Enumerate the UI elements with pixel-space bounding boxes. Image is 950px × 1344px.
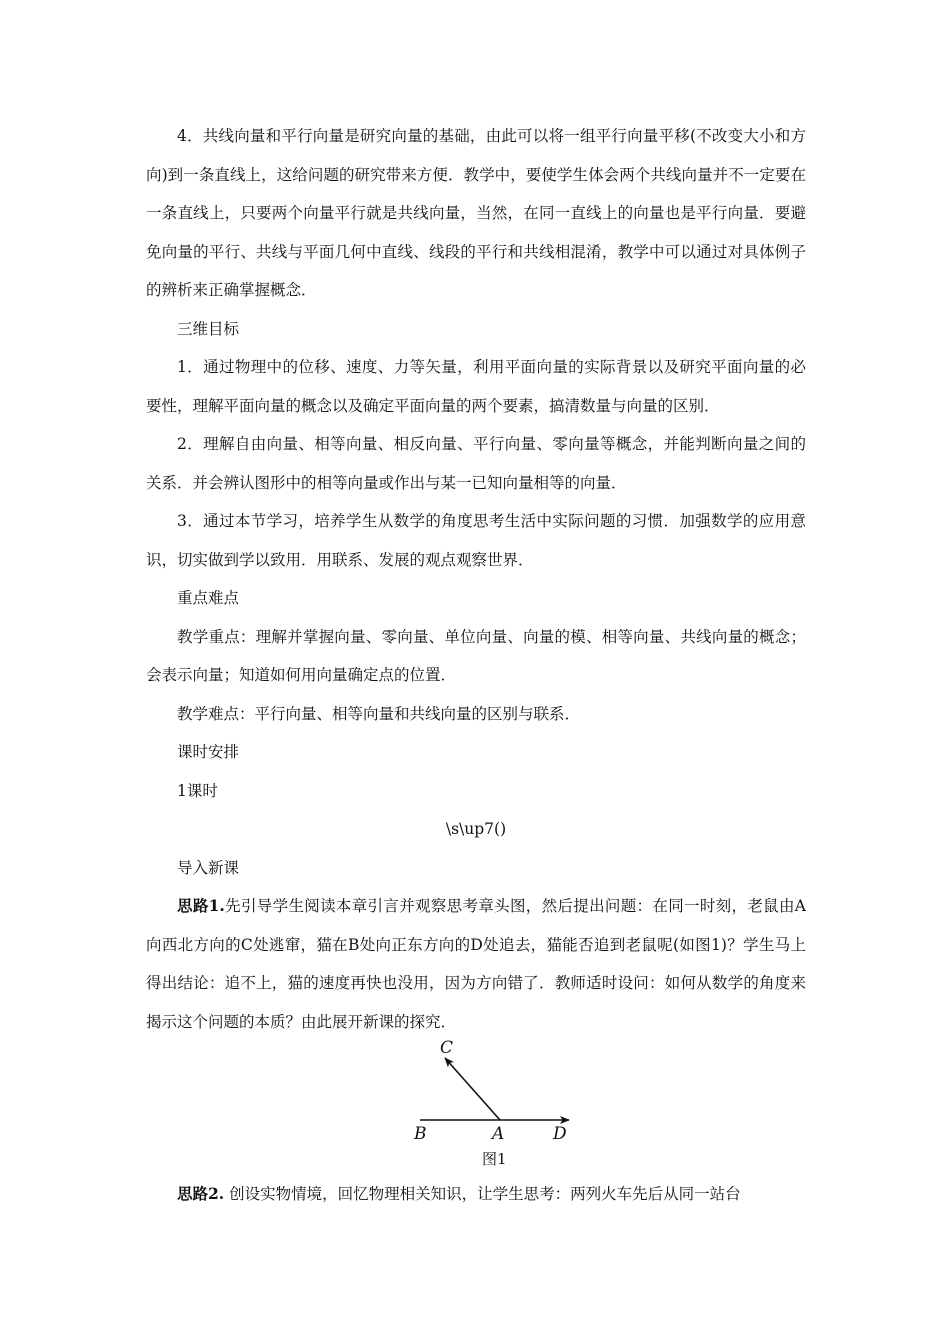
idea-2-label: 思路2. xyxy=(177,1184,225,1203)
goal-3: 3．通过本节学习，培养学生从数学的角度思考生活中实际问题的习惯．加强数学的应用意识，切实做到学以致用．用联系、发展的观点观察世界． xyxy=(146,512,806,569)
idea-1-text: 先引导学生阅读本章引言并观察思考章头图，然后提出问题：在同一时刻，老鼠由A向西北方向的C处逃窜，猫在B处向正东方向的D处追去，猫能否追到老鼠呢(如图1)？学生马上得出结论：追不上，猫的速度再快也没用，因为方向错了．教师适时设问：如何从数学的角度来揭示这个问题的本质？由此展开新课的探究． xyxy=(146,897,806,1031)
idea-1-label: 思路1. xyxy=(177,896,225,915)
class-hours: 1课时 xyxy=(177,781,218,800)
point-label-b: B xyxy=(414,1124,427,1144)
idea-2-text: 创设实物情境，回忆物理相关知识，让学生思考：两列火车先后从同一站台 xyxy=(224,1185,741,1203)
idea-2-paragraph xyxy=(146,1175,806,1214)
idea-1-paragraph xyxy=(146,887,806,1041)
heading-key-difficult: 重点难点 xyxy=(177,589,240,607)
vector-a-to-c xyxy=(445,1058,500,1120)
point-label-a: A xyxy=(492,1124,505,1144)
heading-class-schedule: 课时安排 xyxy=(177,743,240,761)
figure-caption: 图1 xyxy=(482,1150,507,1168)
paragraph-collinear-vectors: 4．共线向量和平行向量是研究向量的基础，由此可以将一组平行向量平移(不改变大小和方向)到一条直线上，这给问题的研究带来方便．教学中，要使学生体会两个共线向量并不一定要在一条直线上，只要两个向量平行就是共线向量，当然，在同一直线上的向量也是平行向量．要避免向量的平行、共线与平面几何中直线、线段的平行和共线相混淆，教学中可以通过对具体例子的辨析来正确掌握概念． xyxy=(146,127,806,299)
teaching-difficult-point: 教学难点：平行向量、相等向量和共线向量的区别与联系． xyxy=(177,704,581,723)
figure-1 xyxy=(410,1038,580,1168)
teaching-key-point: 教学重点：理解并掌握向量、零向量、单位向量、向量的模、相等向量、共线向量的概念；会表示向量；知道如何用向量确定点的位置． xyxy=(146,627,806,684)
heading-three-dimensional-goals: 三维目标 xyxy=(177,319,240,338)
body-text-lower xyxy=(146,1175,806,1214)
field-code-text: \s\up7() xyxy=(445,820,507,838)
heading-new-lesson-intro: 导入新课 xyxy=(177,858,240,877)
goal-1: 1．通过物理中的位移、速度、力等矢量，利用平面向量的实际背景以及研究平面向量的必要性，理解平面向量的概念以及确定平面向量的两个要素，搞清数量与向量的区别． xyxy=(146,358,806,415)
point-label-c: C xyxy=(440,1038,454,1058)
point-label-d: D xyxy=(553,1124,567,1144)
goal-2: 2．理解自由向量、相等向量、相反向量、平行向量、零向量等概念，并能判断向量之间的关系．并会辨认图形中的相等向量或作出与某一已知向量相等的向量． xyxy=(146,435,806,492)
body-text-upper xyxy=(146,117,806,1041)
